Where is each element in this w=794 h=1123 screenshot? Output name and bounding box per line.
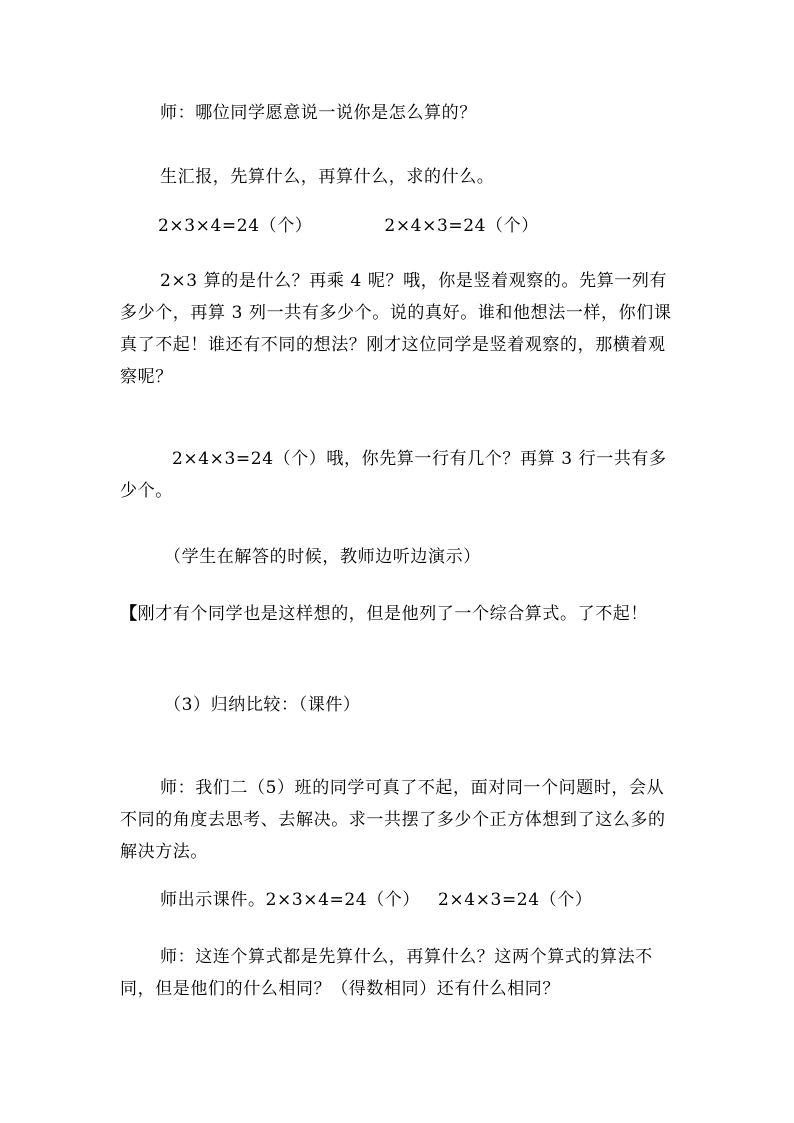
bracket-mark: 【 xyxy=(120,604,138,624)
paragraph-horizontal-observation: 2×4×3=24（个）哦，你先算一行有几个？再算 3 行一共有多少个。 xyxy=(120,449,667,501)
paragraph-class-praise: 师：我们二（5）班的同学可真了不起，面对同一个问题时，会从不同的角度去思考、去解决。求一共摆了多少个正方体想到了这么多的解决方法。 xyxy=(120,778,666,862)
paragraph-combined-formula-text: 刚才有个同学也是这样想的，但是他列了一个综合算式。了不起！ xyxy=(137,604,649,624)
courseware-equation-right: 2×4×3=24（个） xyxy=(438,890,593,910)
paragraph-comparison-question: 师：这连个算式都是先算什么，再算什么？这两个算式的算法不同，但是他们的什么相同？（得数相同）还有什么相同？ xyxy=(120,947,653,999)
paragraph-student-report: 生汇报，先算什么，再算什么，求的什么。 xyxy=(160,167,495,187)
paragraph-teacher-demo-note: （学生在解答的时候，教师边听边演示） xyxy=(164,547,481,567)
equation-right: 2×4×3=24（个） xyxy=(384,216,539,236)
section-heading-summary-compare: （3）归纳比较：（课件） xyxy=(164,695,361,715)
equation-left: 2×3×4=24（个） xyxy=(158,216,313,236)
paragraph-equations xyxy=(158,210,680,242)
courseware-equation-left: 师出示课件。2×3×4=24（个） xyxy=(160,890,421,910)
paragraph-combined-formula xyxy=(120,598,680,630)
paragraph-teacher-question: 师：哪位同学愿意说一说你是怎么算的？ xyxy=(160,103,477,123)
paragraph-vertical-observation: 2×3 算的是什么？再乘 4 呢？哦，你是竖着观察的。先算一列有多少个，再算 3 列一共有多少个。说的真好。谁和他想法一样，你们课真了不起！谁还有不同的想法？刚才这位同学是竖着观察的，那横着观察呢？ xyxy=(120,271,672,387)
paragraph-courseware-equations xyxy=(120,884,680,916)
